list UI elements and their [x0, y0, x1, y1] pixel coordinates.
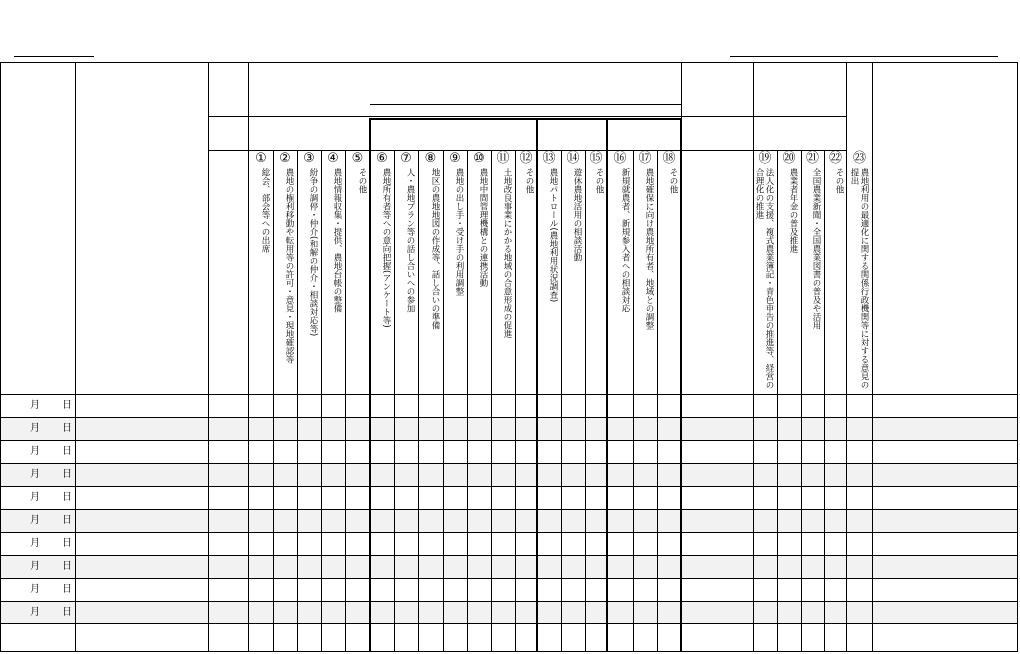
grid-line: [491, 150, 492, 652]
item-number: ㉑: [805, 151, 819, 166]
item-number: ⑱: [662, 151, 676, 166]
grid-line: [657, 150, 658, 652]
office2-instruction: [682, 156, 710, 388]
grid-line: [777, 150, 778, 652]
row-month-label: 月: [30, 607, 40, 618]
grid-line: [0, 417, 1018, 418]
grid-line: [824, 150, 825, 652]
item-description: 人・農地プラン等の話し合いへの参加: [405, 168, 415, 313]
grid-line: [273, 150, 274, 652]
row-day-label: 日: [62, 423, 72, 434]
item-description: その他: [594, 168, 604, 194]
grid-line: [872, 62, 873, 652]
item-number: ②: [279, 151, 291, 166]
grid-line: [0, 601, 1018, 602]
grid-line: [369, 118, 681, 120]
grid-line: [369, 118, 371, 652]
grid-line: [633, 150, 634, 652]
item-description: 土地改良事業にかかる地域の合意形成の促進: [502, 168, 512, 338]
item-description: 農地確保に向け農地所有者、地域との調整: [644, 168, 654, 330]
item-number: ⑫: [519, 151, 533, 166]
item-description: 農業者年金の普及推進: [788, 168, 798, 253]
item-number: ⑨: [449, 151, 461, 166]
item-number: ①: [255, 151, 267, 166]
grid-line: [0, 486, 1018, 487]
grid-line: [515, 150, 516, 652]
item-number: ⑭: [566, 151, 580, 166]
row-month-label: 月: [30, 492, 40, 503]
grid-line: [208, 116, 248, 117]
row-month-label: 月: [30, 561, 40, 572]
item-number: ⑤: [351, 151, 364, 166]
grid-line: [585, 150, 586, 652]
grid-line: [753, 116, 846, 117]
grid-line: [0, 440, 1018, 441]
office2-instruction2: [716, 156, 750, 388]
row-month-label: 月: [30, 423, 40, 434]
grid-line: [561, 150, 562, 652]
grid-line: [0, 509, 1018, 510]
row-month-label: 月: [30, 400, 40, 411]
grid-line: [801, 150, 802, 652]
grid-line: [846, 62, 847, 652]
row-day-label: 日: [62, 492, 72, 503]
item-number: ⑰: [638, 151, 652, 166]
row-month-label: 月: [30, 584, 40, 595]
activity-place-instruction: [134, 158, 162, 388]
item-description: 農地の出し手・受け手の利用調整: [454, 168, 464, 296]
item-number: ④: [327, 151, 339, 166]
item-description: 農地中間管理機構との連携活動: [478, 168, 488, 287]
grid-line: [0, 394, 1018, 395]
item-number: ⑬: [542, 151, 556, 166]
grid-line: [321, 150, 322, 652]
row-day-label: 日: [62, 538, 72, 549]
item-description: 総会、部会等への出席: [260, 168, 270, 253]
item-number: ⑮: [589, 151, 603, 166]
item-description: 全国農業新聞・全国農業図書の普及や活用: [811, 168, 821, 330]
item-number: ⑯: [613, 151, 627, 166]
grid-line: [345, 150, 346, 652]
item-number: ⑳: [782, 151, 796, 166]
item-number: ⑩: [473, 151, 485, 166]
item-number: ⑲: [758, 151, 772, 166]
row-month-label: 月: [30, 469, 40, 480]
row-day-label: 日: [62, 584, 72, 595]
row-day-label: 日: [62, 446, 72, 457]
grid-line: [75, 62, 76, 652]
item-description: 農地情報収集・提供、農地台帳の整備: [332, 168, 342, 313]
item-description: その他: [357, 168, 367, 194]
grid-line: [0, 578, 1018, 579]
item-description: 紛争の調停・仲介(和解の仲介・相談対応等): [308, 168, 318, 337]
item-description: 地区の農地地図の作成等、話し合いの準備: [430, 168, 440, 330]
item-number: ⑧: [424, 151, 437, 166]
grid-line: [418, 150, 419, 652]
grid-line: [680, 118, 682, 652]
item-description: 遊休農地活用の相談活動: [572, 168, 582, 262]
substantial-instruction: [211, 156, 245, 388]
item-description: 農地利用の最適化に関する関係行政機関等に対する意見の提出: [849, 168, 869, 389]
grid-line: [394, 150, 395, 652]
item-number: ⑪: [496, 151, 510, 166]
item-number: ㉒: [828, 151, 842, 166]
item-description: その他: [834, 168, 844, 194]
item-number: ⑥: [376, 151, 388, 166]
row-day-label: 日: [62, 515, 72, 526]
grid-line: [370, 104, 681, 105]
item-number: ㉓: [852, 151, 866, 166]
grid-line: [248, 116, 370, 117]
item-number: ③: [303, 151, 315, 166]
grid-line: [681, 116, 753, 117]
item-description: その他: [524, 168, 534, 194]
row-day-label: 日: [62, 561, 72, 572]
grid-line: [297, 150, 298, 652]
grid-line: [443, 150, 444, 652]
row-day-label: 日: [62, 400, 72, 411]
name-underline: [730, 56, 998, 57]
item-description: 農地所有者等への意向把握(アンケート等): [381, 168, 391, 328]
activity-date-instruction: [30, 158, 44, 358]
row-day-label: 日: [62, 469, 72, 480]
grid-line: [606, 118, 608, 652]
item-description: 新規就農者、新規参入者への相談対応: [620, 168, 630, 313]
row-month-label: 月: [30, 446, 40, 457]
grid-line: [208, 150, 846, 151]
grid-line: [0, 532, 1018, 533]
row-month-label: 月: [30, 538, 40, 549]
grid-line: [0, 555, 1018, 556]
item-description: 農地パトロール(農地利用状況調査): [548, 168, 558, 303]
month-underline: [14, 56, 94, 57]
grid-line: [536, 118, 538, 652]
item-number: ⑦: [400, 151, 412, 166]
row-month-label: 月: [30, 515, 40, 526]
grid-line: [467, 150, 468, 652]
grid-line: [0, 623, 1018, 624]
grid-line: [0, 463, 1018, 464]
item-description: 農地の権利移動や転用等の許可・意見・現地確認等: [284, 168, 294, 364]
item-description: 法人化の支援、複式農業簿記・青色申告の推進等、経営の合理化の推進: [754, 168, 774, 389]
row-day-label: 日: [62, 607, 72, 618]
item-description: その他: [668, 168, 678, 194]
grid-line: [370, 116, 681, 117]
